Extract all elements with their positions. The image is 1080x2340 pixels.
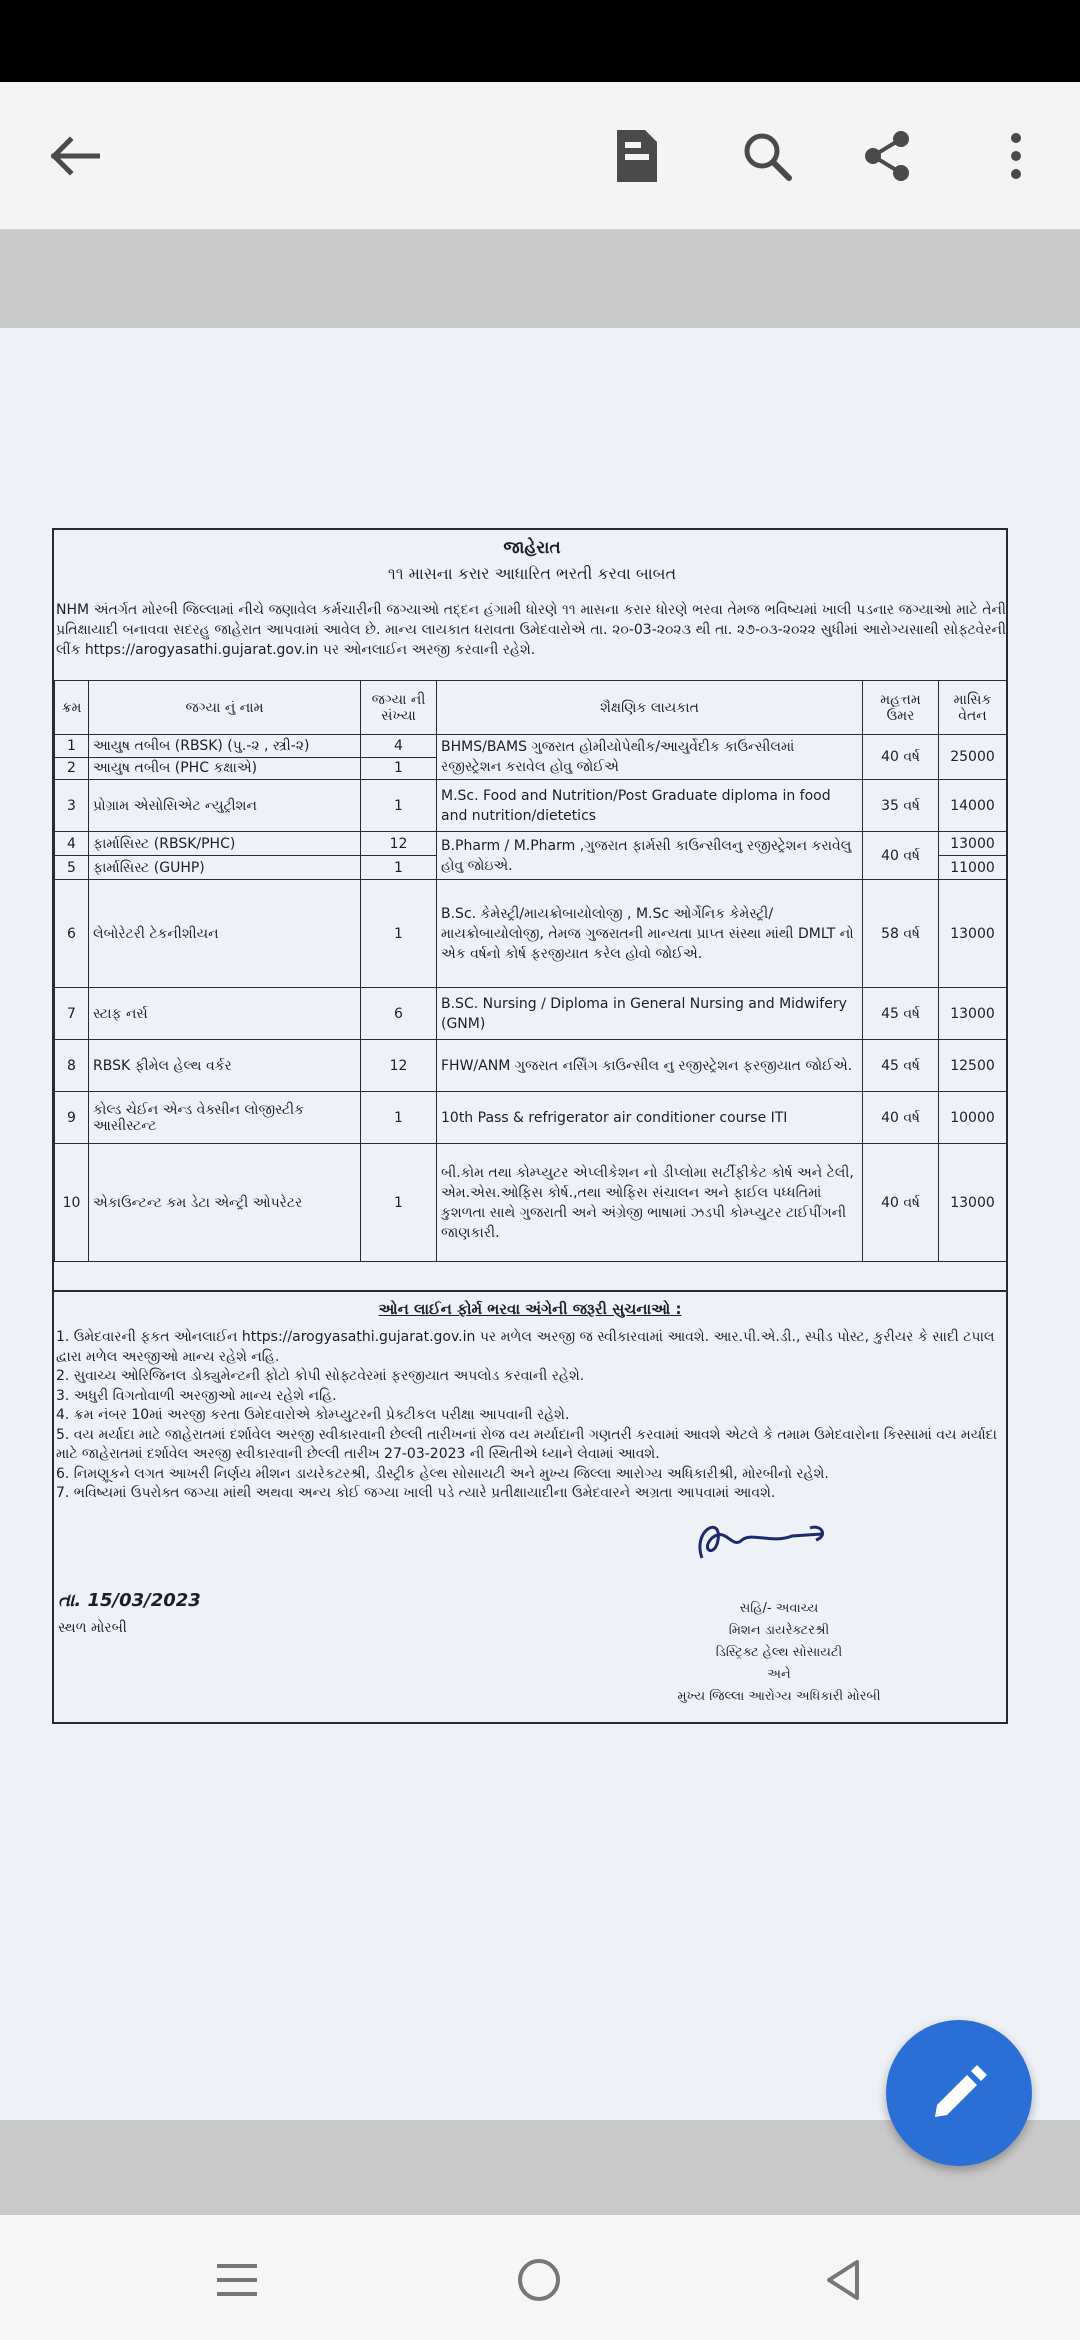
edit-pencil-icon: [927, 2061, 991, 2125]
cell-serial: 2: [55, 757, 89, 780]
cell-salary: 13000: [939, 832, 1007, 856]
table-row: [55, 880, 1007, 988]
table-row: [55, 780, 1007, 832]
cell-salary: 13000: [939, 880, 1007, 988]
cell-serial: 4: [55, 832, 89, 856]
col-header-post: જગ્યા નું નામ: [89, 681, 361, 735]
cell-count: 1: [361, 1092, 437, 1144]
cell-qualification: B.SC. Nursing / Diploma in General Nursing and Midwifery (GNM): [437, 988, 863, 1040]
notice-item: 2. સુવાચ્ય ઓરિજિનલ ડોક્યુમેન્ટની ફોટો કોપી સોફ્ટવેરમાં ફરજીયાત અપલોડ કરવાની રહેશે.: [56, 1368, 585, 1384]
vacancy-table: [54, 680, 1007, 1262]
signature-image: [682, 1510, 832, 1570]
cell-post: પ્રોગ્રામ એસોસિએટ ન્યુટ્રીશન: [89, 780, 361, 832]
notice-item: 3. અધુરી વિગતોવાળી અરજીઓ માન્ય રહેશે નહિ.: [56, 1387, 337, 1404]
cell-post: ફાર્માસિસ્ટ (GUHP): [89, 856, 361, 880]
cell-serial: 5: [55, 856, 89, 880]
cell-age: 45 વર્ષ: [863, 1040, 939, 1092]
table-row: [55, 735, 1007, 758]
cell-salary: 25000: [939, 735, 1007, 780]
doc-subheading: ૧૧ માસના કરાર આધારિત ભરતી કરવા બાબત: [387, 564, 677, 583]
cell-salary: 13000: [939, 1144, 1007, 1262]
cell-serial: 6: [55, 880, 89, 988]
cell-age: 40 વર્ષ: [863, 1144, 939, 1262]
cell-salary: 14000: [939, 780, 1007, 832]
cell-age: 40 વર્ષ: [863, 735, 939, 780]
cell-post: આયુષ તબીબ (RBSK) (પુ.-૨ , સ્ત્રી-૨): [89, 735, 361, 758]
cell-qualification: B.Pharm / M.Pharm ,ગુજરાત ફાર્મસી કાઉન્સીલનુ રજીસ્ટ્રેશન કરાવેલુ હોવુ જોઇએ.: [437, 832, 863, 880]
notice-item: 6. નિમણૂકને લગત આખરી નિર્ણય મીશન ડાયરેકટરશ્રી, ડીસ્ટ્રીક હેલ્થ સોસાયટી અને મુખ્ય જિલ્લા આરોગ્ય અધિકારીશ્રી, મોરબીનો રહેશે.: [56, 1465, 829, 1482]
notice-divider: [54, 1290, 1006, 1292]
cell-qualification: FHW/ANM ગુજરાત નર્સિંગ કાઉન્સીલ નુ રજીસ્ટ્રેશન ફરજીયાત જોઈએ.: [437, 1040, 863, 1092]
menu-recents-icon[interactable]: [202, 2245, 272, 2315]
cell-qualification: BHMS/BAMS ગુજરાત હોમીયોપેથીક/આયુર્વેદીક કાઉન્સીલમાં રજીસ્ટ્રેશન કરાવેલ હોવુ જોઈએ: [437, 735, 863, 780]
status-bar: [0, 0, 1080, 82]
notice-item: 1. ઉમેદવારની ફકત ઓનલાઈન https://arogyasathi.gujarat.gov.in પર મળેલ અરજી જ સ્વીકારવામાં આવશે. આર.પી.એ.ડી., સ્પીડ પોસ્ટ, કુરીયર કે સાદી ટપાલ દ્વારા મળેલ અરજીઓ માન્ય રહેશે નહિ.: [56, 1329, 995, 1365]
cell-count: 12: [361, 832, 437, 856]
signatory-line: ડિસ્ટ્રિક્ટ હેલ્થ સોસાયટી: [715, 1645, 843, 1660]
cell-age: 45 વર્ષ: [863, 988, 939, 1040]
table-row: [55, 1040, 1007, 1092]
cell-count: 6: [361, 988, 437, 1040]
notice-item: 7. ભવિષ્યમાં ઉપરોક્ત જગ્યા માંથી અથવા અન્ય કોઈ જગ્યા ખાલી પડે ત્યારે પ્રતીક્ષાયાદીના ઉમેદવારને અગ્રતા આપવામાં આવશે.: [56, 1485, 776, 1501]
page-gap-top: [0, 230, 1080, 322]
advertisement-frame: [52, 528, 1008, 1724]
cell-age: 35 વર્ષ: [863, 780, 939, 832]
cell-serial: 9: [55, 1092, 89, 1144]
cell-post: લેબોરેટરી ટેકનીશીયન: [89, 880, 361, 988]
cell-age: 40 વર્ષ: [863, 1092, 939, 1144]
more-vert-icon[interactable]: [982, 122, 1050, 190]
notice-item: 4. ક્રમ નંબર 10માં અરજી કરતા ઉમેદવારોએ કોમ્પ્યુટરની પ્રેક્ટીકલ પરીક્ષા આપવાની રહેશે.: [56, 1407, 570, 1423]
col-header-serial: ક્રમ: [55, 681, 89, 735]
cell-qualification: B.Sc. કેમેસ્ટ્રી/માયક્રોબાયોલોજી , M.Sc ઓર્ગેનિક કેમેસ્ટ્રી/ માયક્રોબાયોલોજી, તેમજ ગુજરાતની માન્યતા પ્રાપ્ત સંસ્થા માંથી DMLT નો એક વર્ષનો કોર્ષ ફરજીયાત કરેલ હોવો જોઈએ.: [437, 880, 863, 988]
share-icon[interactable]: [853, 122, 921, 190]
cell-count: 1: [361, 757, 437, 780]
table-row: [55, 832, 1007, 856]
col-header-qualification: શૈક્ષણિક લાયકાત: [437, 681, 863, 735]
doc-intro: NHM અંતર્ગત મોરબી જિલ્લામાં નીચે જણાવેલ કર્મચારીની જગ્યાઓ તદ્દન હંગામી ધોરણે ૧૧ માસના કરાર ધોરણે ભરવા તેમજ ભવિષ્યમાં ખાલી પડનાર જગ્યાઓ માટે તેની પ્રતિક્ષાયાદી બનાવવા સદરહુ જાહેરાત આપવામાં આવેલ છે. માન્ય લાયકાત ધરાવતા ઉમેદવારોએ તા. ૨૦-03-૨૦૨૩ થી તા. ૨૭-૦૩-૨૦૨૨ સુધીમાં આરોગ્યસાથી સોફ્ટવેરની લીંક https://arogyasathi.gujarat.gov.in પર ઓનલાઈન અરજી કરવાની રહેશે.: [56, 602, 1006, 658]
cell-count: 1: [361, 856, 437, 880]
search-icon[interactable]: [733, 122, 801, 190]
arrow-back-icon[interactable]: [40, 122, 108, 190]
cell-age: 40 વર્ષ: [863, 832, 939, 880]
cell-count: 4: [361, 735, 437, 758]
table-row: [55, 1144, 1007, 1262]
cell-serial: 10: [55, 1144, 89, 1262]
cell-post: ફાર્માસિસ્ટ (RBSK/PHC): [89, 832, 361, 856]
cell-post: આયુષ તબીબ (PHC કક્ષાએ): [89, 757, 361, 780]
signatory-line: મિશન ડાયરેક્ટરશ્રી: [728, 1623, 830, 1638]
signatory-block: [614, 1598, 944, 1708]
table-row: [55, 988, 1007, 1040]
signatory-line: સહિ/- અવાચ્ય: [739, 1601, 819, 1616]
cell-serial: 3: [55, 780, 89, 832]
signatory-line: અને: [767, 1667, 791, 1682]
document-icon[interactable]: [603, 122, 671, 190]
cell-salary: 12500: [939, 1040, 1007, 1092]
signatory-line: મુખ્ય જિલ્લા આરોગ્ય અધિકારી મોરબી: [677, 1689, 881, 1704]
cell-post: RBSK ફીમેલ હેલ્થ વર્કર: [89, 1040, 361, 1092]
table-header-row: [55, 681, 1007, 735]
cell-count: 1: [361, 1144, 437, 1262]
cell-count: 12: [361, 1040, 437, 1092]
cell-serial: 1: [55, 735, 89, 758]
col-header-salary: માસિક વેતન: [939, 681, 1007, 735]
app-bar: [0, 82, 1080, 230]
cell-salary: 11000: [939, 856, 1007, 880]
issue-date: તા. 15/03/2023: [58, 1590, 201, 1611]
table-row: [55, 1092, 1007, 1144]
cell-qualification: બી.કોમ તથા કોમ્પ્યુટર એપ્લીકેશન નો ડીપ્લોમા સર્ટીફીકેટ કોર્ષ અને ટેલી, એમ.એસ.ઓફિસ કોર્ષ.,તથા ઓફિસ સંચાલન અને ફાઈલ પધ્ધતિમાં કુશળતા સાથે ગુજરાતી અને અંગ્રેજી ભાષામાં ઝડપી કોમ્પ્યુટર ટાઈપીંગની જાણકારી.: [437, 1144, 863, 1262]
notice-item: 5. વય મર્યાદા માટે જાહેરાતમાં દર્શાવેલ અરજી સ્વીકારવાની છેલ્લી તારીખનાં રોજ વય મર્યાદાની ગણતરી કરવામાં આવશે એટલે કે તમામ ઉમેદવારોના કિસ્સામાં વય મર્યાદા માટે જાહેરાતમાં દર્શાવેલ અરજી સ્વીકારવાની છેલ્લી તારીખ 27-03-2023 ની સ્થિતીએ ધ્યાને લેવામાં આવશે.: [56, 1426, 997, 1462]
edit-fab-button[interactable]: [886, 2020, 1032, 2166]
cell-age: 58 વર્ષ: [863, 880, 939, 988]
cell-serial: 7: [55, 988, 89, 1040]
col-header-count: જગ્યા ની સંખ્યા: [361, 681, 437, 735]
col-header-age: મહત્તમ ઉંમર: [863, 681, 939, 735]
doc-heading: જાહેરાત: [503, 538, 561, 558]
back-triangle-icon[interactable]: [808, 2245, 878, 2315]
cell-salary: 13000: [939, 988, 1007, 1040]
home-circle-icon[interactable]: [504, 2245, 574, 2315]
notice-list: [56, 1328, 1004, 1504]
cell-serial: 8: [55, 1040, 89, 1092]
cell-post: સ્ટાફ નર્સ: [89, 988, 361, 1040]
cell-qualification: M.Sc. Food and Nutrition/Post Graduate diploma in food and nutrition/dietetics: [437, 780, 863, 832]
issue-place: સ્થળ મોરબી: [58, 1620, 127, 1636]
cell-count: 1: [361, 880, 437, 988]
cell-count: 1: [361, 780, 437, 832]
system-nav-bar: [0, 2215, 1080, 2340]
notice-title: ઓન લાઈન ફોર્મ ભરવા અંગેની જરૂરી સુચનાઓ :: [378, 1300, 682, 1318]
cell-salary: 10000: [939, 1092, 1007, 1144]
pdf-page[interactable]: [0, 328, 1080, 2120]
cell-post: એકાઉન્ટન્ટ કમ ડેટા એન્ટ્રી ઓપરેટર: [89, 1144, 361, 1262]
cell-post: કોલ્ડ ચેઈન એન્ડ વેક્સીન લોજીસ્ટીક આસીસ્ટન્ટ: [89, 1092, 361, 1144]
cell-qualification: 10th Pass & refrigerator air conditioner course ITI: [437, 1092, 863, 1144]
